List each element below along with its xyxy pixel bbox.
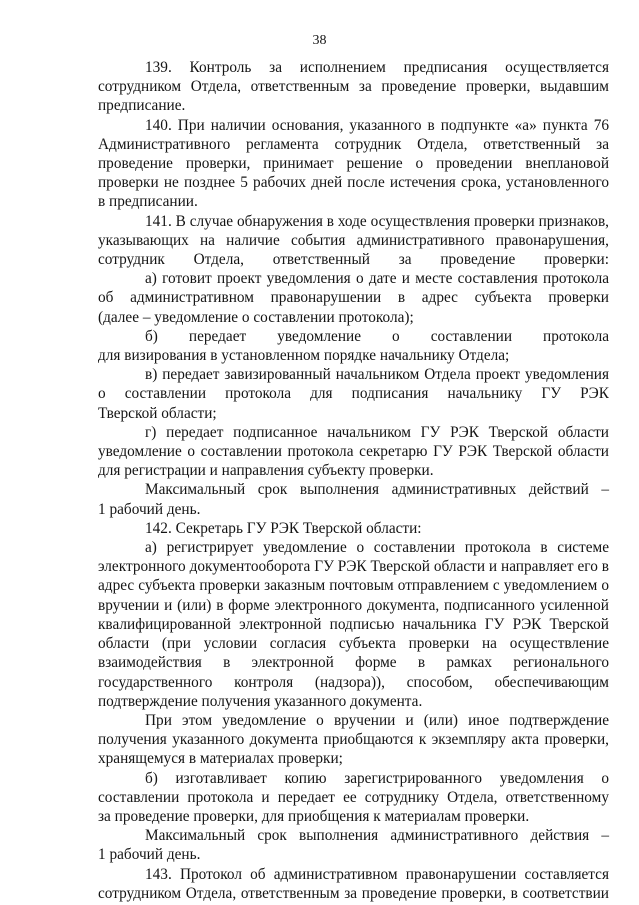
paragraph-139 — [98, 58, 609, 116]
paragraph-line: При этом уведомление о вручении и (или) иное подтверждение получения указанного документа приобщаются к экземпляру акта проверки, — [98, 711, 609, 749]
page-number: 38 — [312, 33, 327, 48]
paragraph-141-g — [98, 423, 609, 481]
paragraph-141-v — [98, 365, 609, 423]
paragraph-142-a — [98, 538, 609, 711]
paragraph-line: 139. Контроль за исполнением предписания осуществляется сотрудником Отдела, ответственным за проведение проверки, выдавшим — [98, 59, 609, 96]
paragraph-line: г) передает подписанное начальником ГУ РЭК Тверской области уведомление о составлении протокола секретарю ГУ РЭК Тверской области — [98, 423, 609, 461]
paragraph-142-b — [98, 769, 609, 827]
paragraph-line: для регистрации и направления субъекту проверки. — [98, 462, 434, 480]
paragraph-line: 1 рабочий день. — [98, 846, 201, 864]
paragraph-143: 143. Протокол об административном правонарушении составляется сотрудником Отдела, ответственным за проведение проверки, в соответствии — [98, 865, 609, 902]
paragraph-line: хранящемуся в материалах проверки; — [98, 750, 343, 768]
paragraph-line: б) изготавливает копию зарегистрированного уведомления о составлении протокола и передает ее сотруднику Отдела, ответственному — [98, 769, 609, 806]
paragraph-line: 1 рабочий день. — [98, 500, 201, 518]
paragraph-line: Максимальный срок выполнения административных действий – — [145, 481, 609, 499]
paragraph-140 — [98, 116, 609, 212]
paragraph-line: для визирования в установленном порядке начальнику Отдела; — [98, 347, 510, 365]
paragraph-line: 140. При наличии основания, указанного в подпункте «а» пункта 76 Административного регламента сотрудник Отдела, ответственный за проведение проверки, принимает решение о проведении внеплановой проверки не позднее 5 рабочих дней после истечения срока, установленного — [98, 116, 609, 192]
paragraph-line: а) готовит проект уведомления о дате и месте составления протокола об административном правонарушении в адрес субъекта проверки — [98, 270, 609, 307]
paragraph-line: в предписании. — [98, 193, 198, 211]
paragraph-141-a — [98, 269, 609, 327]
paragraph-line: (далее – уведомление о составлении протокола); — [98, 308, 414, 326]
paragraph-141-deadline — [98, 480, 609, 518]
paragraph-line: б) передает уведомление о составлении протокола — [145, 327, 609, 345]
paragraph-line: за проведение проверки, для приобщения к материалам проверки. — [98, 807, 530, 825]
paragraph-142-note — [98, 711, 609, 769]
paragraph-141: 141. В случае обнаружения в ходе осуществления проверки признаков, указывающих на наличие события административного правонарушения, сотрудник Отдела, ответственный за проведение проверки: — [98, 212, 609, 269]
paragraph-line: а) регистрирует уведомление о составлении протокола в системе электронного документооборота ГУ РЭК Тверской области и направляет его в адрес субъекта проверки заказным почтовым отправлением с уведомлением о вручении и (или) в форме электронного документа, подписанного усиленной квалифицированной электронной подписью начальника ГУ РЭК Тверской области (при условии согласия субъекта проверки на осуществление взаимодействия в электронной форме в рамках регионального государственного контроля (надзора)), способом, обеспечивающим — [98, 539, 609, 691]
document-body — [98, 58, 609, 903]
paragraph-line: предписание. — [98, 97, 186, 115]
paragraph-line: в) передает завизированный начальником Отдела проект уведомления о составлении протокола для подписания начальнику ГУ РЭК — [98, 366, 609, 403]
paragraph-142-deadline — [98, 826, 609, 864]
paragraph-line: Максимальный срок выполнения административного действия – — [145, 827, 609, 845]
paragraph-141-b — [98, 327, 609, 365]
paragraph-line: подтверждение получения указанного документа. — [98, 692, 423, 710]
paragraph-142: 142. Секретарь ГУ РЭК Тверской области: — [145, 519, 422, 537]
paragraph-line: Тверской области; — [98, 404, 217, 422]
